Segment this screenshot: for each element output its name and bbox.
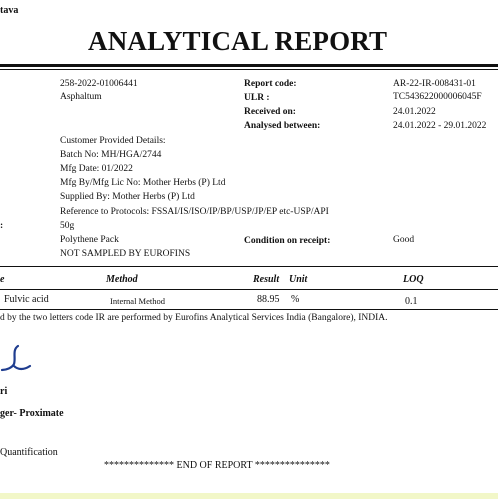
header-parameter-fragment: e <box>0 274 5 285</box>
quantity: 50g <box>60 221 75 231</box>
table-bottom-rule <box>0 309 498 310</box>
sampled-by: NOT SAMPLED BY EUROFINS <box>60 249 191 259</box>
mfg-by: Mfg By/Mfg Lic No: Mother Herbs (P) Ltd <box>60 178 226 188</box>
customer-details-heading: Customer Provided Details: <box>60 136 166 146</box>
table-header-rule <box>0 289 498 290</box>
batch-number: Batch No: MH/HGA/2744 <box>60 150 162 160</box>
mfg-date: Mfg Date: 01/2022 <box>60 164 133 174</box>
header-method: Method <box>106 274 138 285</box>
analysed-label: Analysed between: <box>244 121 321 131</box>
footnote: d by the two letters code IR are performed by Eurofins Analytical Services India (Bangalore), INDIA. <box>0 313 388 323</box>
reference-protocols: Reference to Protocols: FSSAI/IS/ISO/IP/BP/USP/JP/EP etc-USP/API <box>60 207 329 217</box>
title-underline-thin <box>0 69 498 70</box>
supplied-by: Supplied By: Mother Herbs (P) Ltd <box>60 192 195 202</box>
header-unit: Unit <box>289 274 308 285</box>
signatory-name: ri <box>0 386 8 397</box>
page-bottom-edge <box>0 493 498 499</box>
signatory-designation: ger- Proximate <box>0 408 64 419</box>
cell-method: Internal Method <box>110 296 165 306</box>
received-label: Received on: <box>244 107 296 117</box>
sample-name: Asphaltum <box>60 92 102 102</box>
analysed-value: 24.01.2022 - 29.01.2022 <box>393 121 487 131</box>
cell-parameter: Fulvic acid <box>4 294 49 305</box>
cell-result: 88.95 <box>257 294 280 305</box>
report-title: ANALYTICAL REPORT <box>88 26 388 56</box>
signature <box>0 340 34 374</box>
left-colon: : <box>0 221 4 231</box>
sample-number: 258-2022-01006441 <box>60 79 138 89</box>
report-code-value: AR-22-IR-008431-01 <box>393 79 476 89</box>
cell-loq: 0.1 <box>405 296 418 307</box>
header-result: Result <box>253 274 280 285</box>
ulr-label: ULR : <box>244 93 270 103</box>
table-top-rule <box>0 266 498 267</box>
cell-unit: % <box>291 294 300 305</box>
received-value: 24.01.2022 <box>393 107 436 117</box>
quantification-label: Quantification <box>0 447 58 458</box>
header-loq: LOQ <box>403 274 424 285</box>
title-underline-thick <box>0 64 498 67</box>
ulr-value: TC543622000006045F <box>393 92 482 102</box>
report-code-label: Report code: <box>244 79 297 89</box>
header-fragment: tava <box>0 5 19 16</box>
packing: Polythene Pack <box>60 235 119 245</box>
condition-label: Condition on receipt: <box>244 236 331 246</box>
condition-value: Good <box>393 235 415 245</box>
end-of-report: ************** END OF REPORT *************** <box>104 460 330 471</box>
